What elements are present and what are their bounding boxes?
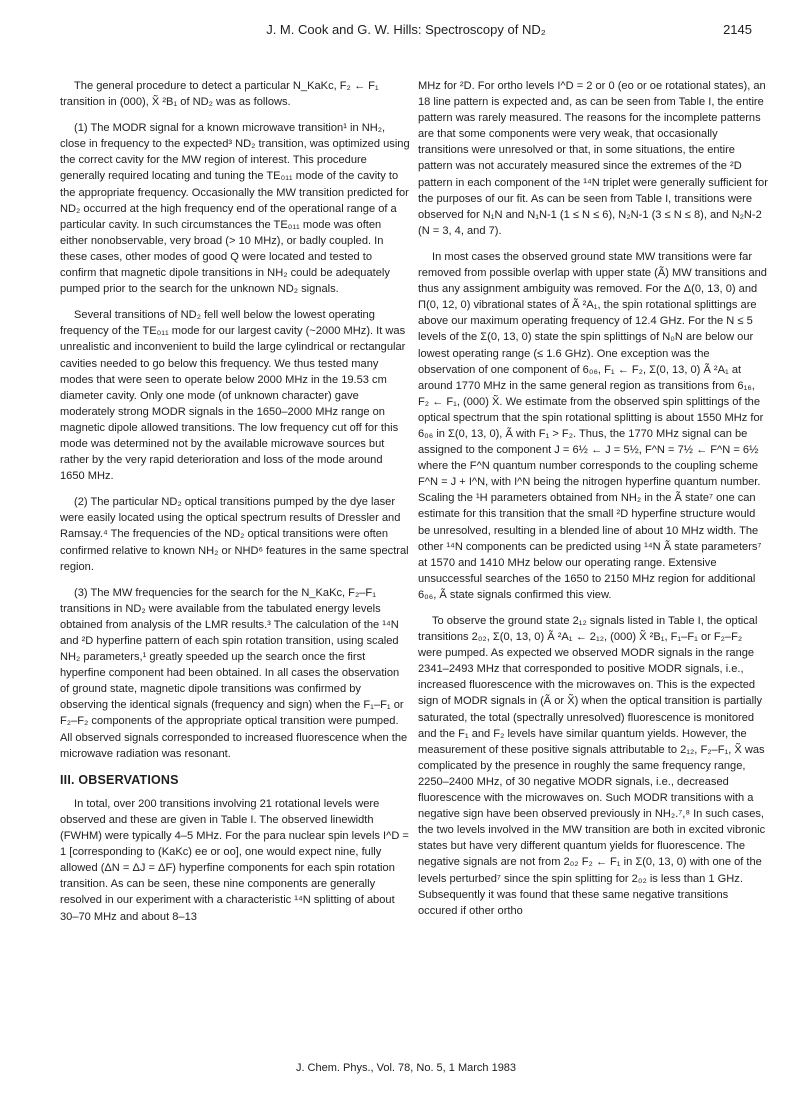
running-title: J. M. Cook and G. W. Hills: Spectroscopy of ND₂ xyxy=(266,22,546,37)
right-column xyxy=(418,78,768,929)
paragraph-low-frequency-modes: Several transitions of ND₂ fell well below the lowest operating frequency of the TE₀₁₁ mode for our largest cavity (~2000 MHz). It was unrealistic and inconvenient to build the large cylindrical or rectangular cavities needed to go below this frequency. We thus tested many modes that were seen to operate below 2000 MHz in the 19.53 cm diameter cavity. Only one mode (of unknown character) gave moderately strong MODR signals in the 1650–2000 MHz range on magnetic dipole allowed transitions. The low frequency cut off for this mode was determined not by the available microwave sources but rather by the very rapid deterioration and loss of the mode around 1650 MHz. xyxy=(60,309,406,483)
paragraph-ground-state-transitions: In most cases the observed ground state MW transitions were far removed from possible overlap with upper state (Ã) MW transitions and thus any assignment ambiguity was removed. For the Δ(0, 13, 0) and Π(0, 12, 0) vibrational states of Ã ²A₁, the spin rotational splittings are above our maximum operating frequency of 12.4 GHz. For the N ≤ 5 levels of the Σ(0, 13, 0) state the spin splittings of N₀N are below our lowest operating range (≤ 1.6 GHz). One exception was the observation of one component of 6₀₆, F₁ ← F₂, Σ(0, 13, 0) Ã ²A₁ at around 1770 MHz in the same general region as transitions from 6₁₆, F₂ ← F₁, (000) X̃. We estimate from the observed spin splittings of the optical spectrum that the spin rotational splitting is about 1550 MHz for 6₀₆ in Σ(0, 13, 0), Ã with F₁ > F₂. Thus, the 1770 MHz signal can be assigned to the component J = 6½ ← J = 5½, F^N = 7½ ← F^N = 6½ where the F^N quantum number corresponds to the coupling scheme F^N = J + I^N, with I^N being the nitrogen hyperfine quantum number. Scaling the ¹H parameters obtained from NH₂ in the Ã state⁷ one can estimate for this transition that the small ²D hyperfine structure would be unresolved, resulting in a blended line of about 10 MHz width. The other ¹⁴N components can be predicted using ¹⁴N Ã state parameters⁷ at 1570 and 1410 MHz below our operating range. Extensive unsuccessful searches of the 1650 to 2150 MHz region for additional 6₀₆, Ã state signals confirmed this view. xyxy=(418,250,767,601)
paragraph-procedure-intro: The general procedure to detect a particular N_KaKc, F₂ ← F₁ transition in (000), X̃ ²B₁ of ND₂ was as follows. xyxy=(60,80,379,109)
paragraph-observations: In total, over 200 transitions involving 21 rotational levels were observed and these are given in Table I. The observed linewidth (FWHM) were typically 4–5 MHz. For the para nuclear spin levels I^D = 1 [corresponding to (KaKc) ee or oo], one would expect nine, fully allowed (ΔN = ΔJ = ΔF) hyperfine components for each spin rotation transition. As can be seen, these nine components are generally resolved in our experiment with a characteristic ¹⁴N splitting of about 30–70 MHz and about 8–13 xyxy=(60,797,409,923)
paragraph-ortho-levels: MHz for ²D. For ortho levels I^D = 2 or 0 (eo or oe rotational states), an 18 line pattern is expected and, as can be seen from Table I, the entire pattern was rarely measured. The reasons for the incomplete patterns are that some components were very weak, that occasionally transitions were unresolved or that, in some situations, the entire pattern was not accurately measured since the extremes of the ²D pattern in each component of the ¹⁴N triplet were generally sufficient for the purposes of our fit. As can be seen from Table I, transitions were observed for N₁N and N₁N-1 (1 ≤ N ≤ 6), N₂N-1 (3 ≤ N ≤ 8), and N₂N-2 (N = 3, 4, and 7). xyxy=(418,80,768,237)
page-header xyxy=(60,22,752,46)
left-column xyxy=(60,78,410,935)
journal-citation-footer: J. Chem. Phys., Vol. 78, No. 5, 1 March 1983 xyxy=(295,1062,517,1074)
paragraph-step-3: (3) The MW frequencies for the search for the N_KaKc, F₂–F₁ transitions in ND₂ were available from the tabulated energy levels obtained from analysis of the LMR results.³ The calculation of the ¹⁴N and ²D hyperfine pattern of each spin rotation transition, using scaled NH₂ parameters,¹ greatly speeded up the search once the first hyperfine component had been obtained. In all cases the observation of ground state, magnetic dipole transitions was confirmed by observing the identical signals (frequency and sign) when the F₁–F₁ or F₂–F₂ components of the appropriate optical transition were pumped. All observed signals corresponded to increased fluorescence when the microwave radiation was resonant. xyxy=(60,586,408,760)
paragraph-step-2: (2) The particular ND₂ optical transitions pumped by the dye laser were easily located using the optical spectrum results of Dressler and Ramsay.⁴ The frequencies of the ND₂ optical transitions were often confirmed relative to known NH₂ or NHD⁶ features in the same spectral region. xyxy=(60,496,409,573)
section-heading-observations: III. OBSERVATIONS xyxy=(60,772,179,787)
page-number: 2145 xyxy=(723,22,752,37)
paragraph-step-1: (1) The MODR signal for a known microwave transition¹ in NH₂, close in frequency to the expected³ ND₂ transition, was optimized using the correct cavity for the MW region of interest. This procedure generally required locating and tuning the TE₀₁₁ mode of the cavity to the appropriate frequency. Occasionally the MW transition predicted for ND₂ occurred at the high frequency end of the operational range of a particular cavity. In such circumstances the TE₀₁₁ mode was often either nonobservable, very broad (> 10 MHz), or badly coupled. In these cases, other modes of good Q were located and tested to confirm that magnetic dipole transitions in NH₂ could be adequately pumped prior to the search for the unknown ND₂ signals. xyxy=(60,122,410,296)
paragraph-212-signals: To observe the ground state 2₁₂ signals listed in Table I, the optical transitions 2₀₂, Σ(0, 13, 0) Ã ²A₁ ← 2₁₂, (000) X̃ ²B₁, F₁–F₁ or F₂–F₂ were pumped. As expected we observed MODR signals in the range 2341–2493 MHz that corresponded to positive MODR signals, i.e., increased fluorescence with the microwaves on. This is the expected sign of MODR signals in (Ã or X̃) when the optical transition is partially saturated, the total (spectrally unresolved) fluorescence is monitored and the F₁ and F₂ levels have similar quantum yields. However, the measurement of these positive signals attributable to 2₁₂, F₂–F₁, X̃ was complicated by the presence in roughly the same frequency range, 2250–2400 MHz, of 30 negative MODR signals, i.e., decreased fluorescence with the microwaves on. Such MODR transitions with a negative sign have been observed previously in NH₂.⁷,⁸ In such cases, the two levels involved in the MW transition are both in excited vibronic states but have very different quantum yields for fluorescence. The negative signals are not from 2₀₂ F₂ ← F₁ in Σ(0, 13, 0) with one of the levels perturbed⁷ since the spin splitting for 2₀₂ is less than 1 GHz. Subsequently it was found that these same negative transitions occured if other ortho xyxy=(418,615,766,917)
